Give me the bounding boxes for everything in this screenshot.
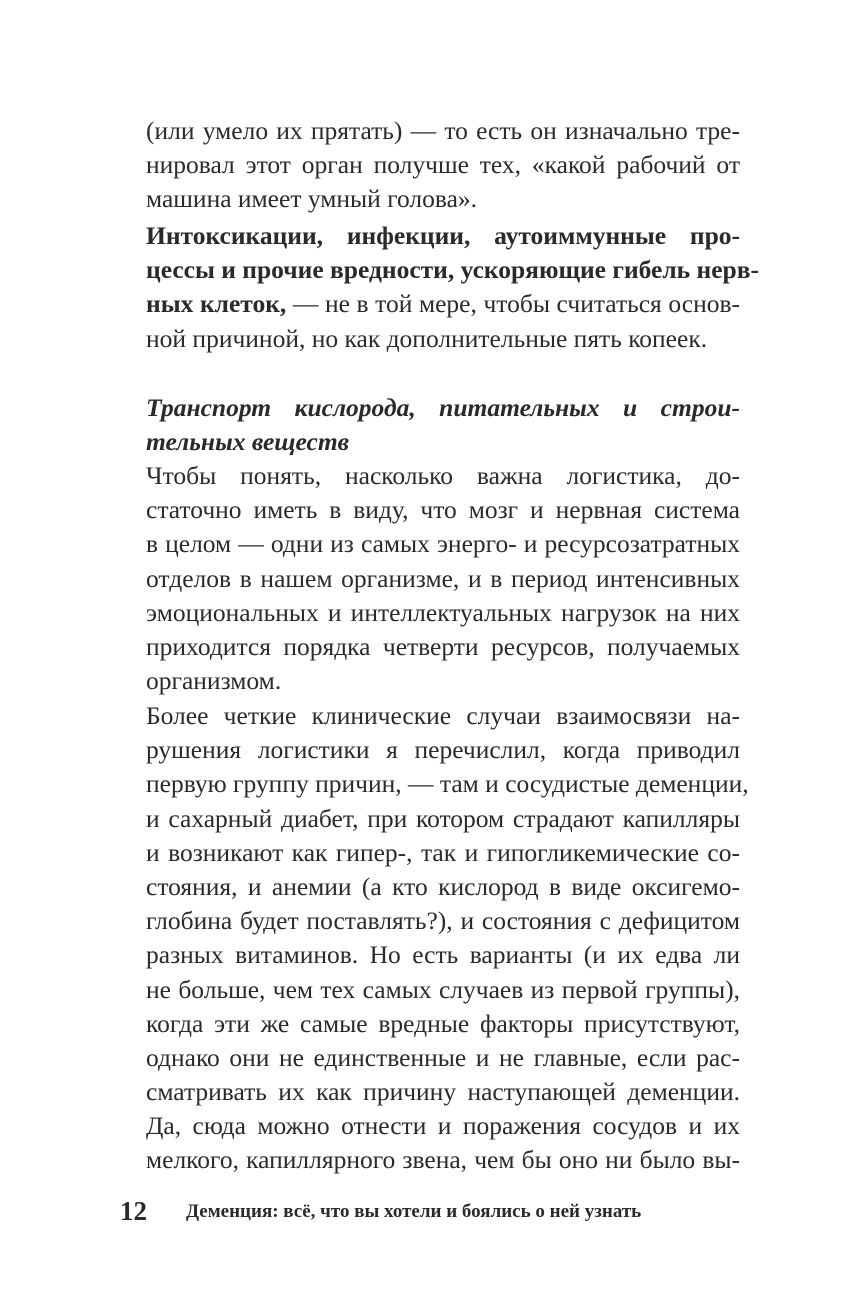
text-line-bold: цессы и прочие вредности, ускоряющие гибель нерв- [146,255,759,285]
text-line: однако они не единственные и не главные, если рас- [146,1042,740,1072]
text-line: разных витаминов. Но есть варианты (и их едва ли [146,940,740,970]
text-line: эмоциональных и интеллектуальных нагрузок на них [146,597,740,627]
text-line: нировал этот орган получше тех, «какой рабочий от [146,150,740,180]
text-line: в целом — одни из самых энерго- и ресурсозатратных [146,529,740,559]
text-line-bold: Интоксикации, инфекции, аутоиммунные про- [146,221,740,250]
heading-line: тельных веществ [146,427,350,457]
page-footer [120,1193,740,1233]
text-line: глобина будет поставлять?), и состояния с дефицитом [146,906,740,936]
text-line: и возникают как гипер-, так и гипогликемические со- [146,837,740,867]
text-line: не больше, чем тех самых случаев из первой группы), [146,974,740,1004]
text-line: Чтобы понять, насколько важна логистика, до- [146,461,740,490]
paragraph-1 [146,114,740,217]
text-line: первую группу причин, — там и сосудистые деменции, [146,769,749,799]
running-title: Деменция: всё, что вы хотели и боялись о ней узнать [186,1201,642,1222]
paragraph-2 [146,219,759,356]
text-line: мелкого, капиллярного звена, чем бы оно ни было вы- [146,1145,740,1175]
text-line: ной причиной, но как дополнительные пять копеек. [146,323,708,353]
text-line: Да, сюда можно отнести и поражения сосудов и их [146,1111,740,1141]
heading-line: Транспорт кислорода, питательных и строи- [146,393,740,422]
text-line: сматривать их как причину наступающей деменции. [146,1077,740,1107]
text-line: приходится порядка четверти ресурсов, получаемых [146,631,740,661]
section-heading [146,391,740,459]
text-line: когда эти же самые вредные факторы присутствуют, [146,1008,740,1038]
text-line: машина имеет умный голова». [146,184,478,214]
text-line: рушения логистики я перечислил, когда приводил [146,735,740,765]
text-line: статочно иметь в виду, что мозг и нервная система [146,495,740,525]
paragraph-4 [146,699,749,1178]
paragraph-3 [146,459,740,698]
text-line-mixed [146,287,740,321]
text-line: стояния, и анемии (а кто кислород в виде оксигемо- [146,871,740,901]
bold-phrase: ных клеток, [146,289,287,319]
regular-phrase: — не в той мере, чтобы считаться основ- [292,289,740,319]
text-line: и сахарный диабет, при котором страдают капилляры [146,803,740,833]
text-line: Более четкие клинические случаи взаимосвязи на- [146,701,740,730]
text-line: организмом. [146,666,282,696]
text-line: (или умело их прятать) — то есть он изначально тре- [146,116,740,145]
page-number: 12 [120,1196,147,1226]
text-line: отделов в нашем организме, и в период интенсивных [146,563,740,593]
